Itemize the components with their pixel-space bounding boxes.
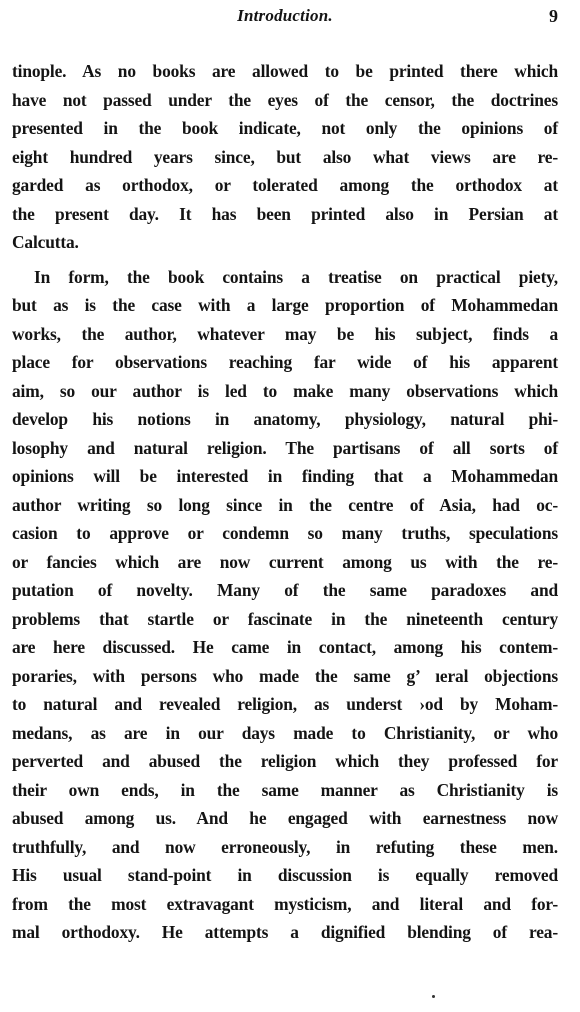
text-line: eight hundred years since, but also what views are re- xyxy=(12,146,558,167)
text-line: their own ends, in the same manner as Christianity is xyxy=(12,779,558,800)
text-line: abused among us. And he engaged with earnestness now xyxy=(12,808,558,828)
text-line: to natural and revealed religion, as underst ›od by Moham- xyxy=(12,694,558,714)
text-line: presented in the book indicate, not only the opinions of xyxy=(12,118,558,138)
text-line: or fancies which are now current among us with the re- xyxy=(12,551,558,572)
text-line: but as is the case with a large proportion of Mohammedan xyxy=(12,295,558,315)
text-line: have not passed under the eyes of the censor, the doctrines xyxy=(12,89,558,110)
text-line: the present day. It has been printed also in Persian at xyxy=(12,203,558,224)
text-line: losophy and natural religion. The partisans of all sorts of xyxy=(12,437,558,458)
paragraph-1 xyxy=(12,57,558,257)
text-line: problems that startle or fascinate in the nineteenth century xyxy=(12,608,558,629)
paragraph-2 xyxy=(12,263,558,947)
text-line: In form, the book contains a treatise on practical piety, xyxy=(34,266,558,287)
text-line: opinions will be interested in finding that a Mohammedan xyxy=(12,466,558,486)
ink-speck xyxy=(432,995,435,998)
text-line: truthfully, and now erroneously, in refuting these men. xyxy=(12,836,558,857)
text-line: perverted and abused the religion which they professed for xyxy=(12,751,558,771)
text-line: from the most extravagant mysticism, and literal and for- xyxy=(12,893,558,914)
text-line: garded as orthodox, or tolerated among the orthodox at xyxy=(12,175,558,195)
text-line: mal orthodoxy. He attempts a dignified blending of rea- xyxy=(12,922,558,942)
text-line: putation of novelty. Many of the same paradoxes and xyxy=(12,580,558,600)
body-text xyxy=(12,57,558,947)
text-line: tinople. As no books are allowed to be printed there which xyxy=(12,61,558,81)
page-number: 9 xyxy=(549,6,558,26)
text-line: author writing so long since in the centre of Asia, had oc- xyxy=(12,494,558,515)
running-title: Introduction. xyxy=(237,6,333,25)
page-header xyxy=(12,6,558,30)
text-line: aim, so our author is led to make many observations which xyxy=(12,380,558,401)
text-line: works, the author, whatever may be his subject, finds a xyxy=(12,323,558,344)
text-line: casion to approve or condemn so many truths, speculations xyxy=(12,523,558,543)
text-line: Calcutta. xyxy=(12,232,79,252)
text-line: His usual stand-point in discussion is equally removed xyxy=(12,865,558,885)
text-line: are here discussed. He came in contact, among his contem- xyxy=(12,637,558,657)
text-line: medans, as are in our days made to Christianity, or who xyxy=(12,722,558,743)
text-line: place for observations reaching far wide of his apparent xyxy=(12,352,558,372)
text-line: poraries, with persons who made the same g’ ıeral objections xyxy=(12,665,558,686)
text-line: develop his notions in anatomy, physiology, natural phi- xyxy=(12,409,558,429)
